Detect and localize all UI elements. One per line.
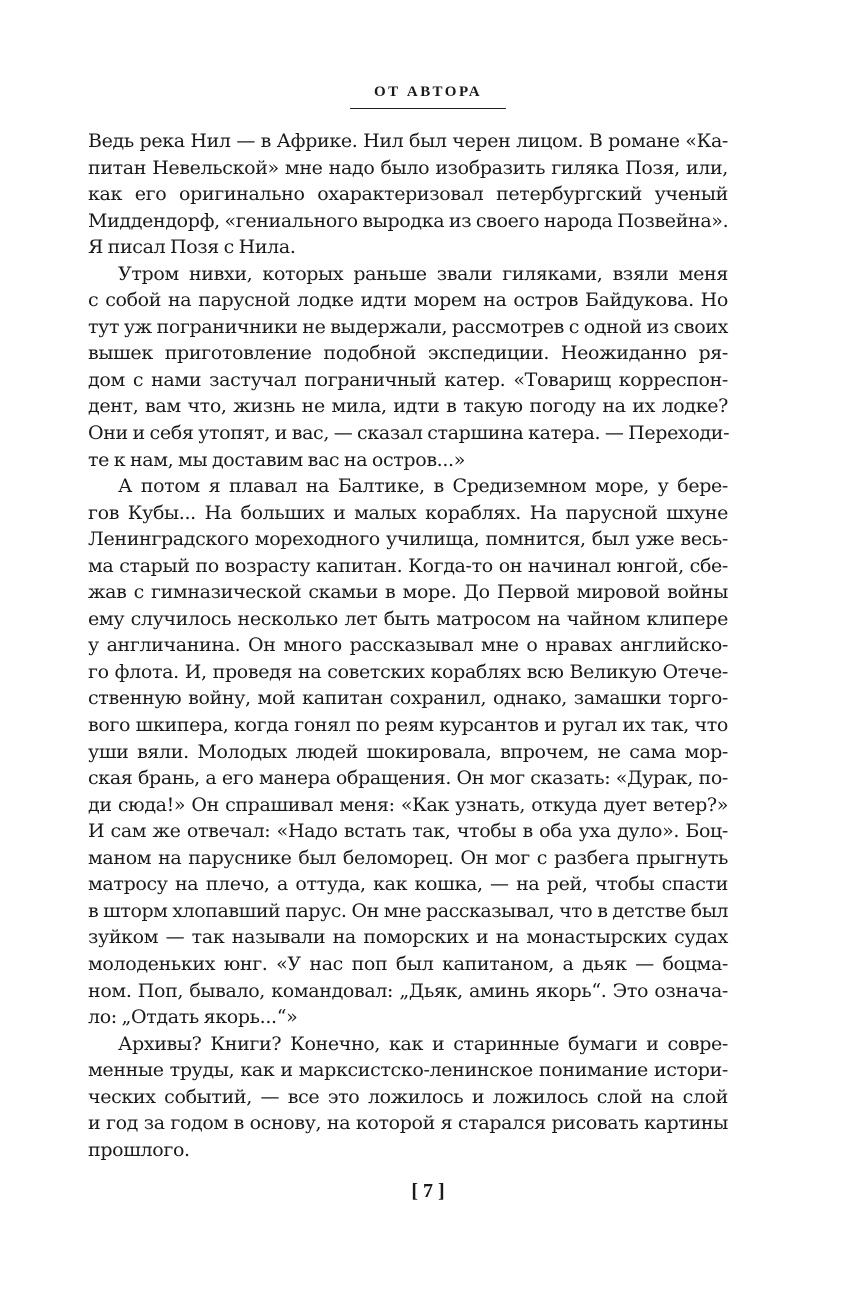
text-line: Ленинградского мореходного училища, помнится, был уже весь- xyxy=(88,528,728,551)
text-line: матросу на плечо, а оттуда, как кошка, — на рей, чтобы спасти xyxy=(88,873,728,896)
text-line: зуйком — так называли на поморских и на монастырских судах xyxy=(88,926,728,949)
text-line: у англичанина. Он много рассказывал мне о нравах английско- xyxy=(88,634,728,657)
text-line: ло: „Отдать якорь...“» xyxy=(88,1006,298,1029)
text-line: ская брань, а его манера обращения. Он мог сказать: «Дурак, по- xyxy=(88,767,728,790)
text-line: и год за годом в основу, на которой я старался рисовать картины xyxy=(88,1112,728,1135)
header-rule xyxy=(350,108,506,109)
text-line: в шторм хлопавший парус. Он мне рассказывал, что в детстве был xyxy=(88,899,728,922)
text-line: дент, вам что, жизнь не мила, идти в такую погоду на их лодке? xyxy=(88,395,728,418)
text-line: молоденьких юнг. «У нас поп был капитаном, а дьяк — боцма- xyxy=(88,952,728,975)
text-line: го флота. И, проведя на советских кораблях всю Великую Отече- xyxy=(88,660,728,683)
text-line: Я писал Позя с Нила. xyxy=(88,236,296,259)
text-line: вышек приготовление подобной экспедиции. Неожиданно ря- xyxy=(88,342,728,365)
text-line: ди сюда!» Он спрашивал меня: «Как узнать, откуда дует ветер?» xyxy=(88,793,728,816)
text-line: Архивы? Книги? Конечно, как и старинные бумаги и совре- xyxy=(118,1032,728,1055)
text-line: как его оригинально охарактеризовал петербургский ученый xyxy=(88,183,728,206)
text-line: уши вяли. Молодых людей шокировала, впрочем, не сама мор- xyxy=(88,740,728,763)
text-line: И сам же отвечал: «Надо встать так, чтобы в оба уха дуло». Боц- xyxy=(88,820,728,843)
text-line: вого шкипера, когда гонял по реям курсантов и ругал их так, что xyxy=(88,714,728,737)
text-line: А потом я плавал на Балтике, в Средиземном море, у бере- xyxy=(118,475,728,498)
text-line: ственную войну, мой капитан сохранил, однако, замашки торго- xyxy=(88,687,728,710)
text-line: прошлого. xyxy=(88,1138,190,1161)
text-line: тут уж пограничники не выдержали, рассмотрев с одной из своих xyxy=(88,315,728,338)
text-line: те к нам, мы доставим вас на остров...» xyxy=(88,448,466,471)
text-line: Миддендорф, «гениального выродка из своего народа Позвейна». xyxy=(88,209,729,232)
text-line: с собой на парусной лодке идти морем на остров Байдукова. Но xyxy=(88,289,728,312)
body-text xyxy=(88,128,728,1163)
text-line: питан Невельской» мне надо было изобразить гиляка Позя, или, xyxy=(88,156,728,179)
text-line: ма старый по возрасту капитан. Когда-то он начинал юнгой, сбе- xyxy=(88,554,728,577)
text-line: гов Кубы... На больших и малых кораблях. На парусной шхуне xyxy=(88,501,728,524)
text-line: менные труды, как и марксистско-ленинское понимание истори- xyxy=(88,1059,728,1082)
text-line: жав с гимназической скамьи в море. До Первой мировой войны xyxy=(88,581,728,604)
text-line: Ведь река Нил — в Африке. Нил был черен лицом. В романе «Ка- xyxy=(88,130,728,152)
text-line: Они и себя утопят, и вас, — сказал старшина катера. — Переходи- xyxy=(88,422,730,445)
text-line: ном. Поп, бывало, командовал: „Дьяк, аминь якорь“. Это означа- xyxy=(88,979,728,1002)
text-line: ческих событий, — все это ложилось и ложилось слой на слой xyxy=(88,1085,728,1108)
text-line: Утром нивхи, которых раньше звали гиляками, взяли меня xyxy=(118,262,728,285)
text-line: ему случилось несколько лет быть матросом на чайном клипере xyxy=(88,607,728,630)
text-line: дом с нами застучал пограничный катер. «Товарищ корреспон- xyxy=(88,368,728,391)
running-title: ОТ АВТОРА xyxy=(373,84,483,100)
text-line: маном на паруснике был беломорец. Он мог с разбега прыгнуть xyxy=(88,846,728,869)
page-number: [ 7 ] xyxy=(411,1180,445,1202)
